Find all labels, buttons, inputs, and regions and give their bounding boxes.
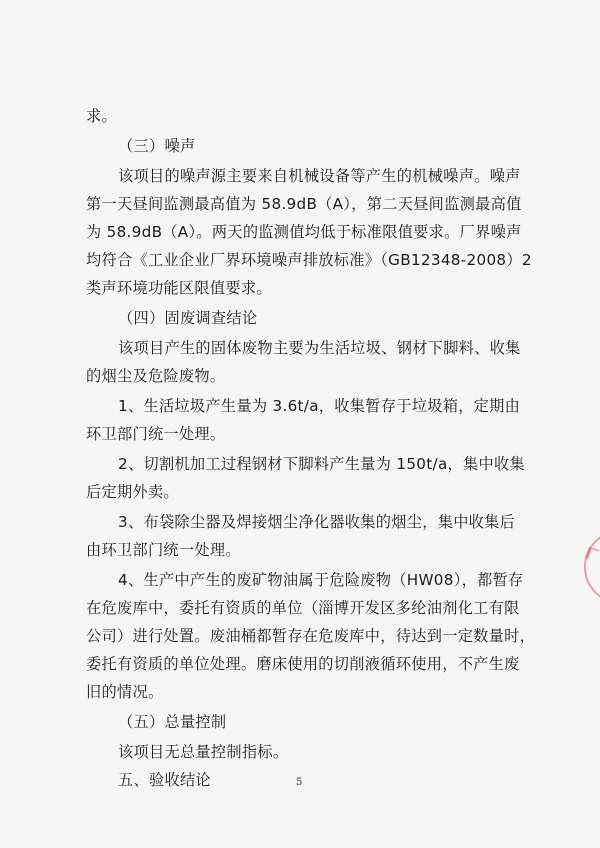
page-number: 5 <box>296 777 303 788</box>
stamp-ring <box>584 530 600 600</box>
list-item: 4、生产中产生的废矿物油属于危险废物（HW08），都暂存 <box>118 571 524 589</box>
section-heading: （四）固废调查结论 <box>118 309 258 327</box>
seal-stamp-fragment <box>578 530 600 600</box>
list-item: 2、切割机加工过程钢材下脚料产生量为 150t/a，集中收集 <box>118 455 525 473</box>
text-line: 类声环境功能区限值要求。 <box>86 279 272 297</box>
section-heading: （五）总量控制 <box>118 713 227 731</box>
text-line: 第一天昼间监测最高值为 58.9dB（A），第二天昼间监测最高值 <box>86 195 522 213</box>
text-line: 均符合《工业企业厂界环境噪声排放标准》（GB12348-2008）2 <box>86 251 532 269</box>
text-line: 该项目的噪声源主要来自机械设备等产生的机械噪声。噪声 <box>118 167 521 185</box>
list-item: 3、布袋除尘器及焊接烟尘净化器收集的烟尘，集中收集后 <box>118 513 516 531</box>
text-line: 为 58.9dB（A）。两天的监测值均低于标准限值要求。厂界噪声 <box>86 223 522 241</box>
text-line: 该项目产生的固体废物主要为生活垃圾、钢材下脚料、收集 <box>118 339 521 357</box>
section-heading: （三）噪声 <box>118 137 196 155</box>
text-line: 委托有资质的单位处理。磨床使用的切削液循环使用，不产生废 <box>86 655 520 673</box>
text-line: 由环卫部门统一处理。 <box>86 541 241 559</box>
text-line: 在危废库中，委托有资质的单位（淄博开发区多纶油剂化工有限 <box>86 599 520 617</box>
text-line: 求。 <box>86 107 117 125</box>
text-line: 公司）进行处置。废油桶都暂存在危废库中，待达到一定数量时， <box>86 627 536 645</box>
section-heading: 五、验收结论 <box>118 771 211 789</box>
text-line: 环卫部门统一处理。 <box>86 425 226 443</box>
list-item: 1、生活垃圾产生量为 3.6t/a，收集暂存于垃圾箱，定期由 <box>118 397 521 415</box>
text-line: 该项目无总量控制指标。 <box>118 743 289 761</box>
text-line: 旧的情况。 <box>86 683 164 701</box>
text-line: 的烟尘及危险废物。 <box>86 367 226 385</box>
text-line: 后定期外卖。 <box>86 483 179 501</box>
